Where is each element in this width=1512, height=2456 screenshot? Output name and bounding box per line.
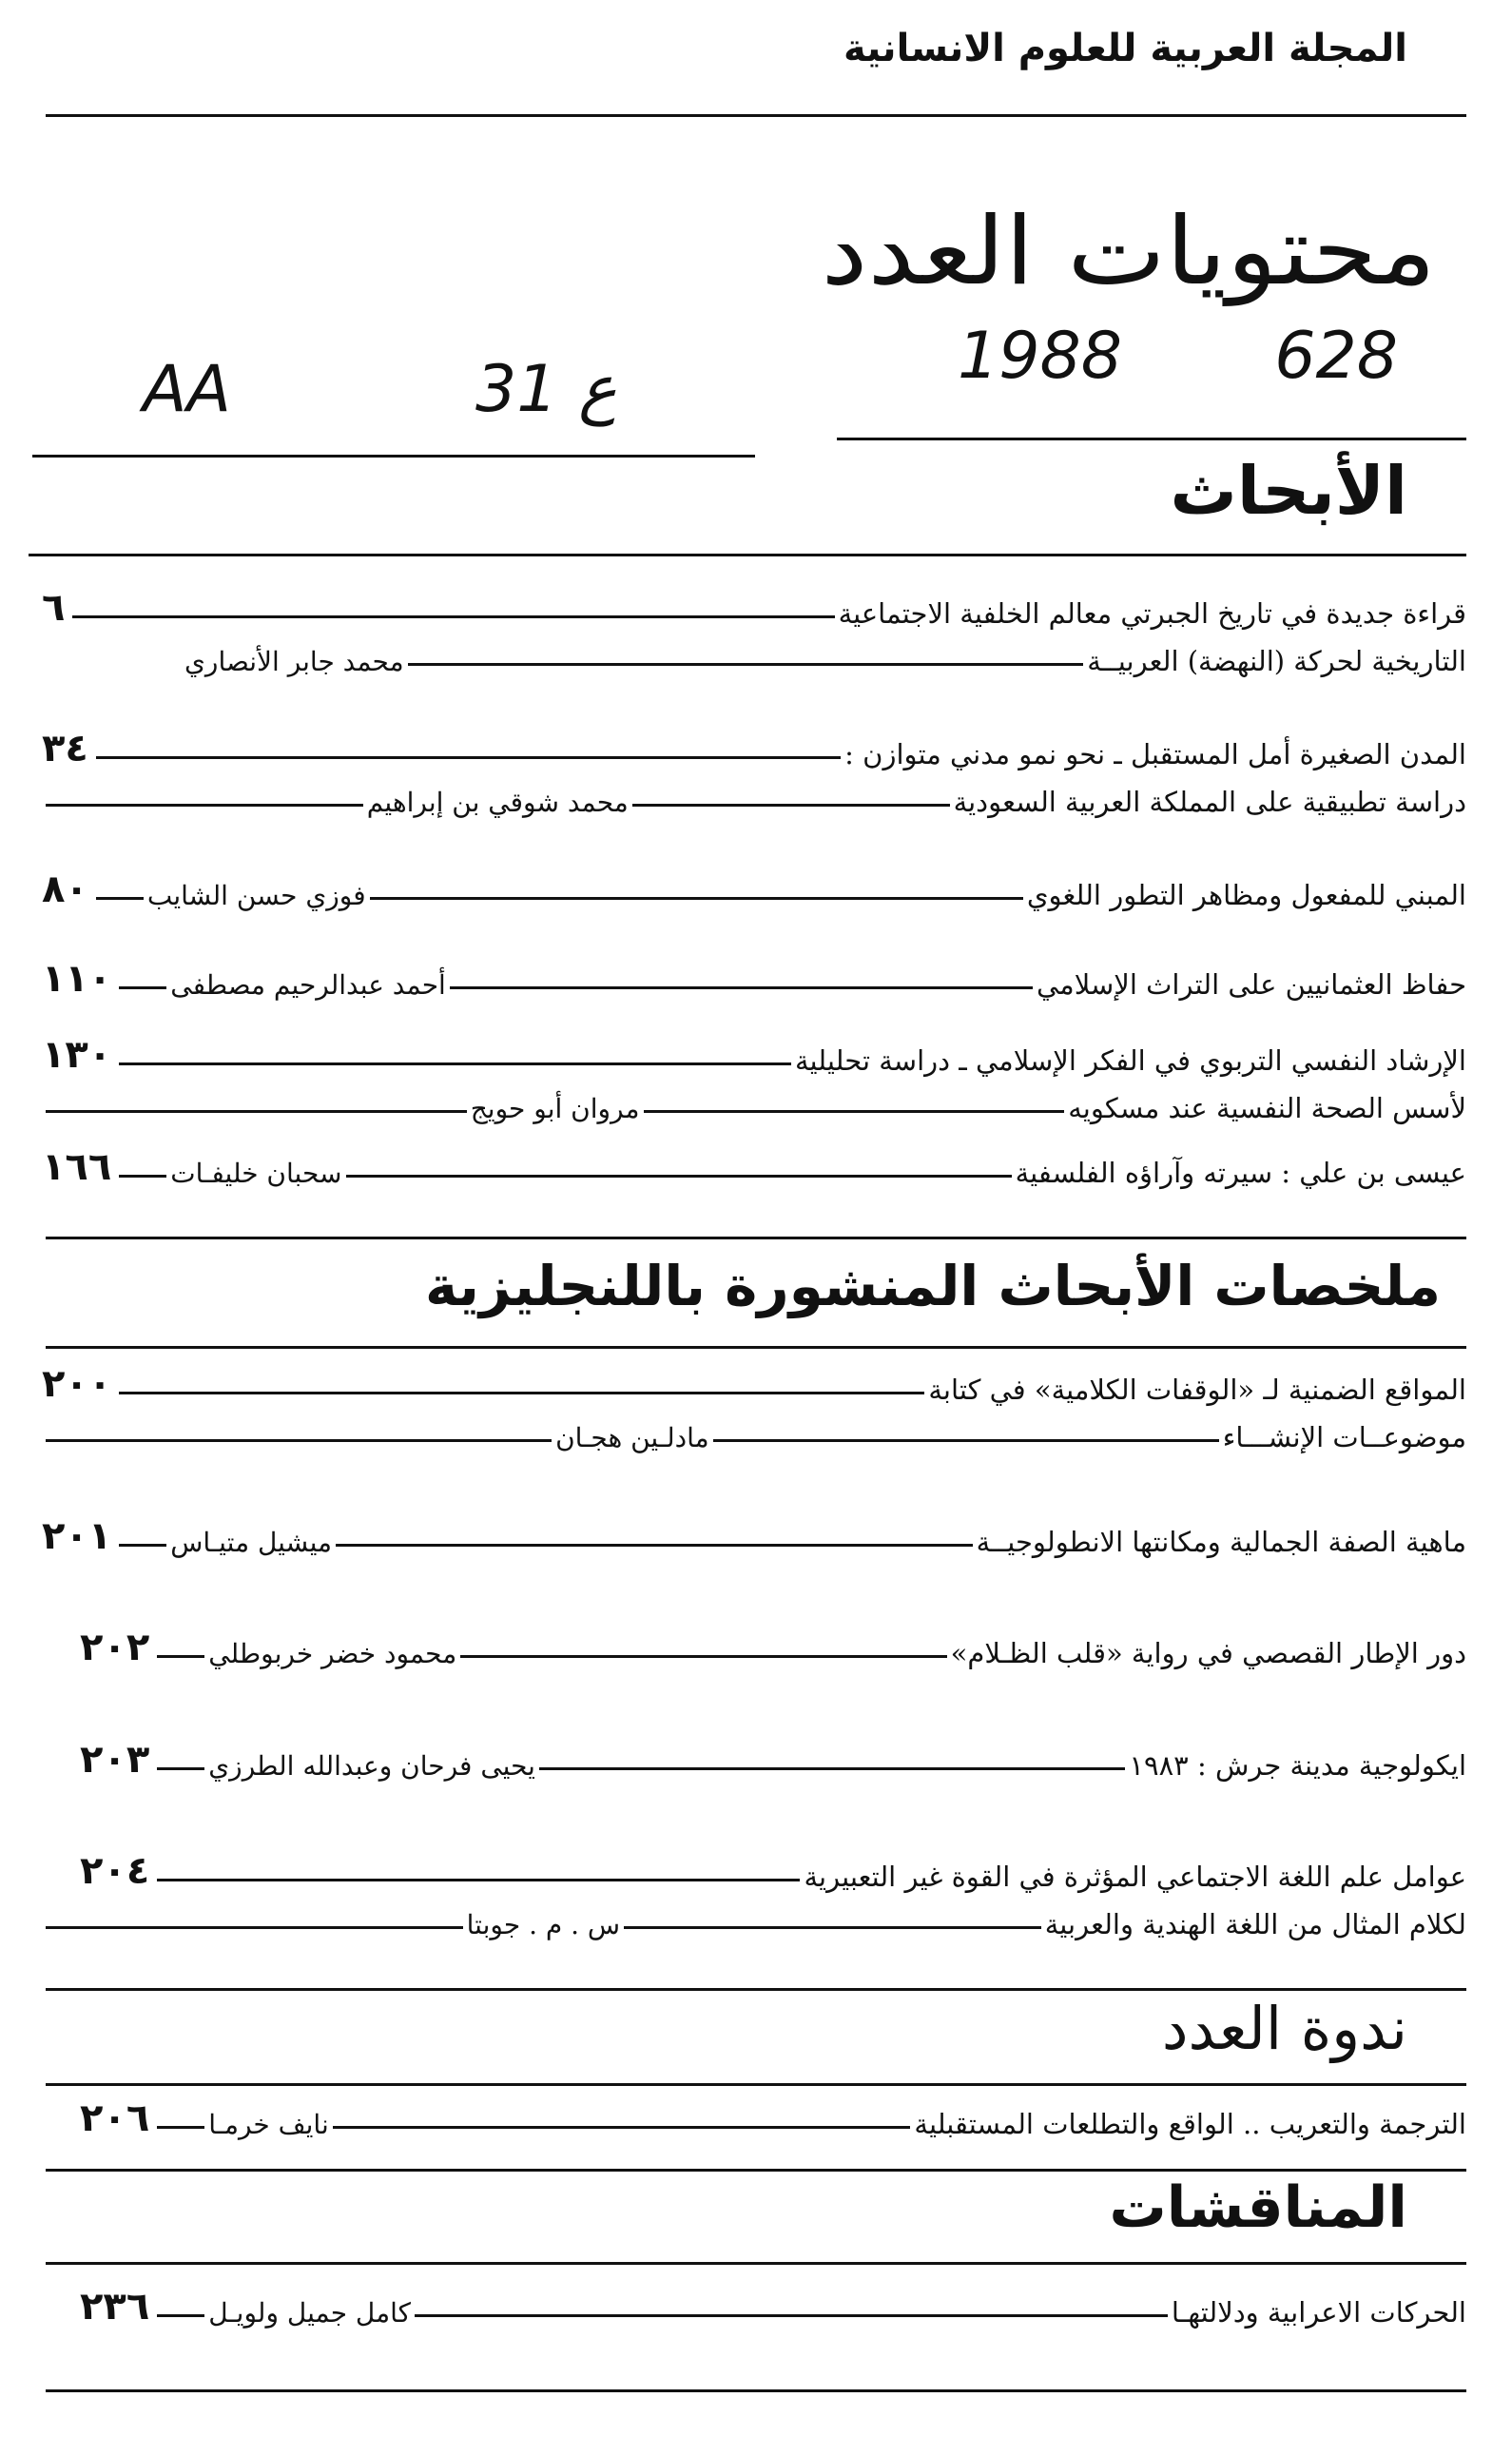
handwritten-code: 628 xyxy=(1274,319,1398,394)
handwritten-issue: 31 ع xyxy=(475,352,617,427)
entry-title-cont: التاريخية لحركة (النهضة) العربيــة xyxy=(1087,645,1466,677)
entry-author: مادلـين هجـان xyxy=(555,1422,709,1453)
entry-title: المبني للمفعول ومظاهر التطور اللغوي xyxy=(1026,879,1466,911)
entry-page: ٢٠١ xyxy=(42,1514,112,1558)
handwritten-extra: AA xyxy=(143,352,232,427)
entry-title: ايكولوجية مدينة جرش : ١٩٨٣ xyxy=(1129,1749,1466,1782)
entry-page: ١١٠ xyxy=(42,957,112,1001)
entry-title: الحركات الاعرابية ودلالتهـا xyxy=(1171,2296,1466,2329)
toc-entry xyxy=(42,1845,1466,1940)
entry-title: ماهية الصفة الجمالية ومكانتها الانطولوجيــة xyxy=(976,1526,1466,1558)
entry-author: ميشيل متيـاس xyxy=(170,1527,333,1558)
entry-author: سحبان خليفـات xyxy=(170,1158,342,1189)
entry-page: ١٦٦ xyxy=(42,1145,112,1189)
toc-entry xyxy=(42,1511,1466,1558)
entry-author: نايف خرمـا xyxy=(208,2109,329,2140)
entry-page: ٨٠ xyxy=(42,867,88,911)
entry-author: س . م . جوبتا xyxy=(466,1909,621,1940)
entry-page: ٣٤ xyxy=(42,727,88,770)
toc-entry xyxy=(42,2281,1466,2329)
entry-title: الترجمة والتعريب .. الواقع والتطلعات المستقبلية xyxy=(914,2108,1466,2140)
entry-page: ١٣٠ xyxy=(42,1033,112,1077)
toc-entry xyxy=(42,1141,1466,1189)
entry-title: المدن الصغيرة أمل المستقبل ـ نحو نمو مدني متوازن : xyxy=(844,738,1466,770)
entry-author: أحمد عبدالرحيم مصطفى xyxy=(170,969,446,1001)
entry-author: كامل جميل ولويـل xyxy=(208,2297,411,2329)
entry-author: فوزي حسن الشايب xyxy=(146,880,366,911)
entry-author: مروان أبو حويج xyxy=(470,1093,640,1124)
toc-entry xyxy=(42,1622,1466,1669)
header-rule xyxy=(46,114,1466,117)
entry-title: الإرشاد النفسي التربوي في الفكر الإسلامي ـ دراسة تحليلية xyxy=(794,1044,1466,1077)
rule-research xyxy=(29,554,1466,556)
entry-page: ٢٠٤ xyxy=(80,1849,150,1893)
entry-title: المواقع الضمنية لـ «الوقفات الكلامية» في كتابة xyxy=(928,1374,1466,1406)
toc-entry xyxy=(42,1358,1466,1453)
section-heading-abstracts: ملخصات الأبحاث المنشورة باللنجليزية xyxy=(425,1254,1441,1318)
toc-entry xyxy=(42,2093,1466,2140)
entry-page: ٢٠٢ xyxy=(80,1626,150,1669)
rule-discussions xyxy=(46,2262,1466,2265)
rule-before-abstracts xyxy=(46,1237,1466,1239)
entry-page: ٦ xyxy=(42,586,66,630)
footer-rule xyxy=(46,2389,1466,2392)
entry-title-cont: دراسة تطبيقية على المملكة العربية السعودية xyxy=(953,786,1466,818)
entry-title: عيسى بن علي : سيرته وآراؤه الفلسفية xyxy=(1015,1157,1466,1189)
entry-page: ٢٠٦ xyxy=(80,2096,150,2140)
entry-author: محمد جابر الأنصاري xyxy=(184,646,404,677)
toc-entry xyxy=(42,1029,1466,1124)
handwritten-year: 1988 xyxy=(957,319,1122,394)
entry-title: قراءة جديدة في تاريخ الجبرتي معالم الخلفية الاجتماعية xyxy=(838,597,1466,630)
entry-title-cont: موضوعــات الإنشـــاء xyxy=(1222,1421,1466,1453)
toc-entry xyxy=(42,864,1466,911)
rule-abstracts xyxy=(46,1346,1466,1349)
section-heading-research: الأبحاث xyxy=(1170,452,1407,530)
entry-page: ٢٠٠ xyxy=(42,1362,112,1406)
toc-entry xyxy=(42,953,1466,1001)
entry-title-cont: لأسس الصحة النفسية عند مسكويه xyxy=(1068,1092,1466,1124)
entry-title: دور الإطار القصصي في رواية «قلب الظـلام» xyxy=(950,1637,1466,1669)
rule-symposium xyxy=(46,2083,1466,2086)
rule-left xyxy=(32,455,755,458)
entry-page: ٢٣٦ xyxy=(80,2285,150,2329)
entry-title: حفاظ العثمانيين على التراث الإسلامي xyxy=(1037,968,1466,1001)
page-title: محتويات العدد xyxy=(821,196,1436,306)
entry-title: عوامل علم اللغة الاجتماعي المؤثرة في القوة غير التعبيرية xyxy=(804,1861,1466,1893)
rule-before-discussions xyxy=(46,2169,1466,2172)
toc-entry xyxy=(42,1734,1466,1782)
toc-entry xyxy=(42,582,1466,677)
entry-author: يحيى فرحان وعبدالله الطرزي xyxy=(208,1750,535,1782)
section-heading-symposium: ندوة العدد xyxy=(1161,1994,1407,2063)
entry-page: ٢٠٣ xyxy=(80,1738,150,1782)
toc-entry xyxy=(42,723,1466,818)
rule-right xyxy=(837,438,1466,440)
section-heading-discussions: المناقشات xyxy=(1109,2174,1407,2241)
entry-author: محمد شوقي بن إبراهيم xyxy=(366,787,629,818)
rule-before-symposium xyxy=(46,1988,1466,1991)
entry-author: محمود خضر خربوطلي xyxy=(208,1638,457,1669)
entry-title-cont: لكلام المثال من اللغة الهندية والعربية xyxy=(1044,1908,1466,1940)
journal-name: المجلة العربية للعلوم الانسانية xyxy=(843,27,1407,70)
